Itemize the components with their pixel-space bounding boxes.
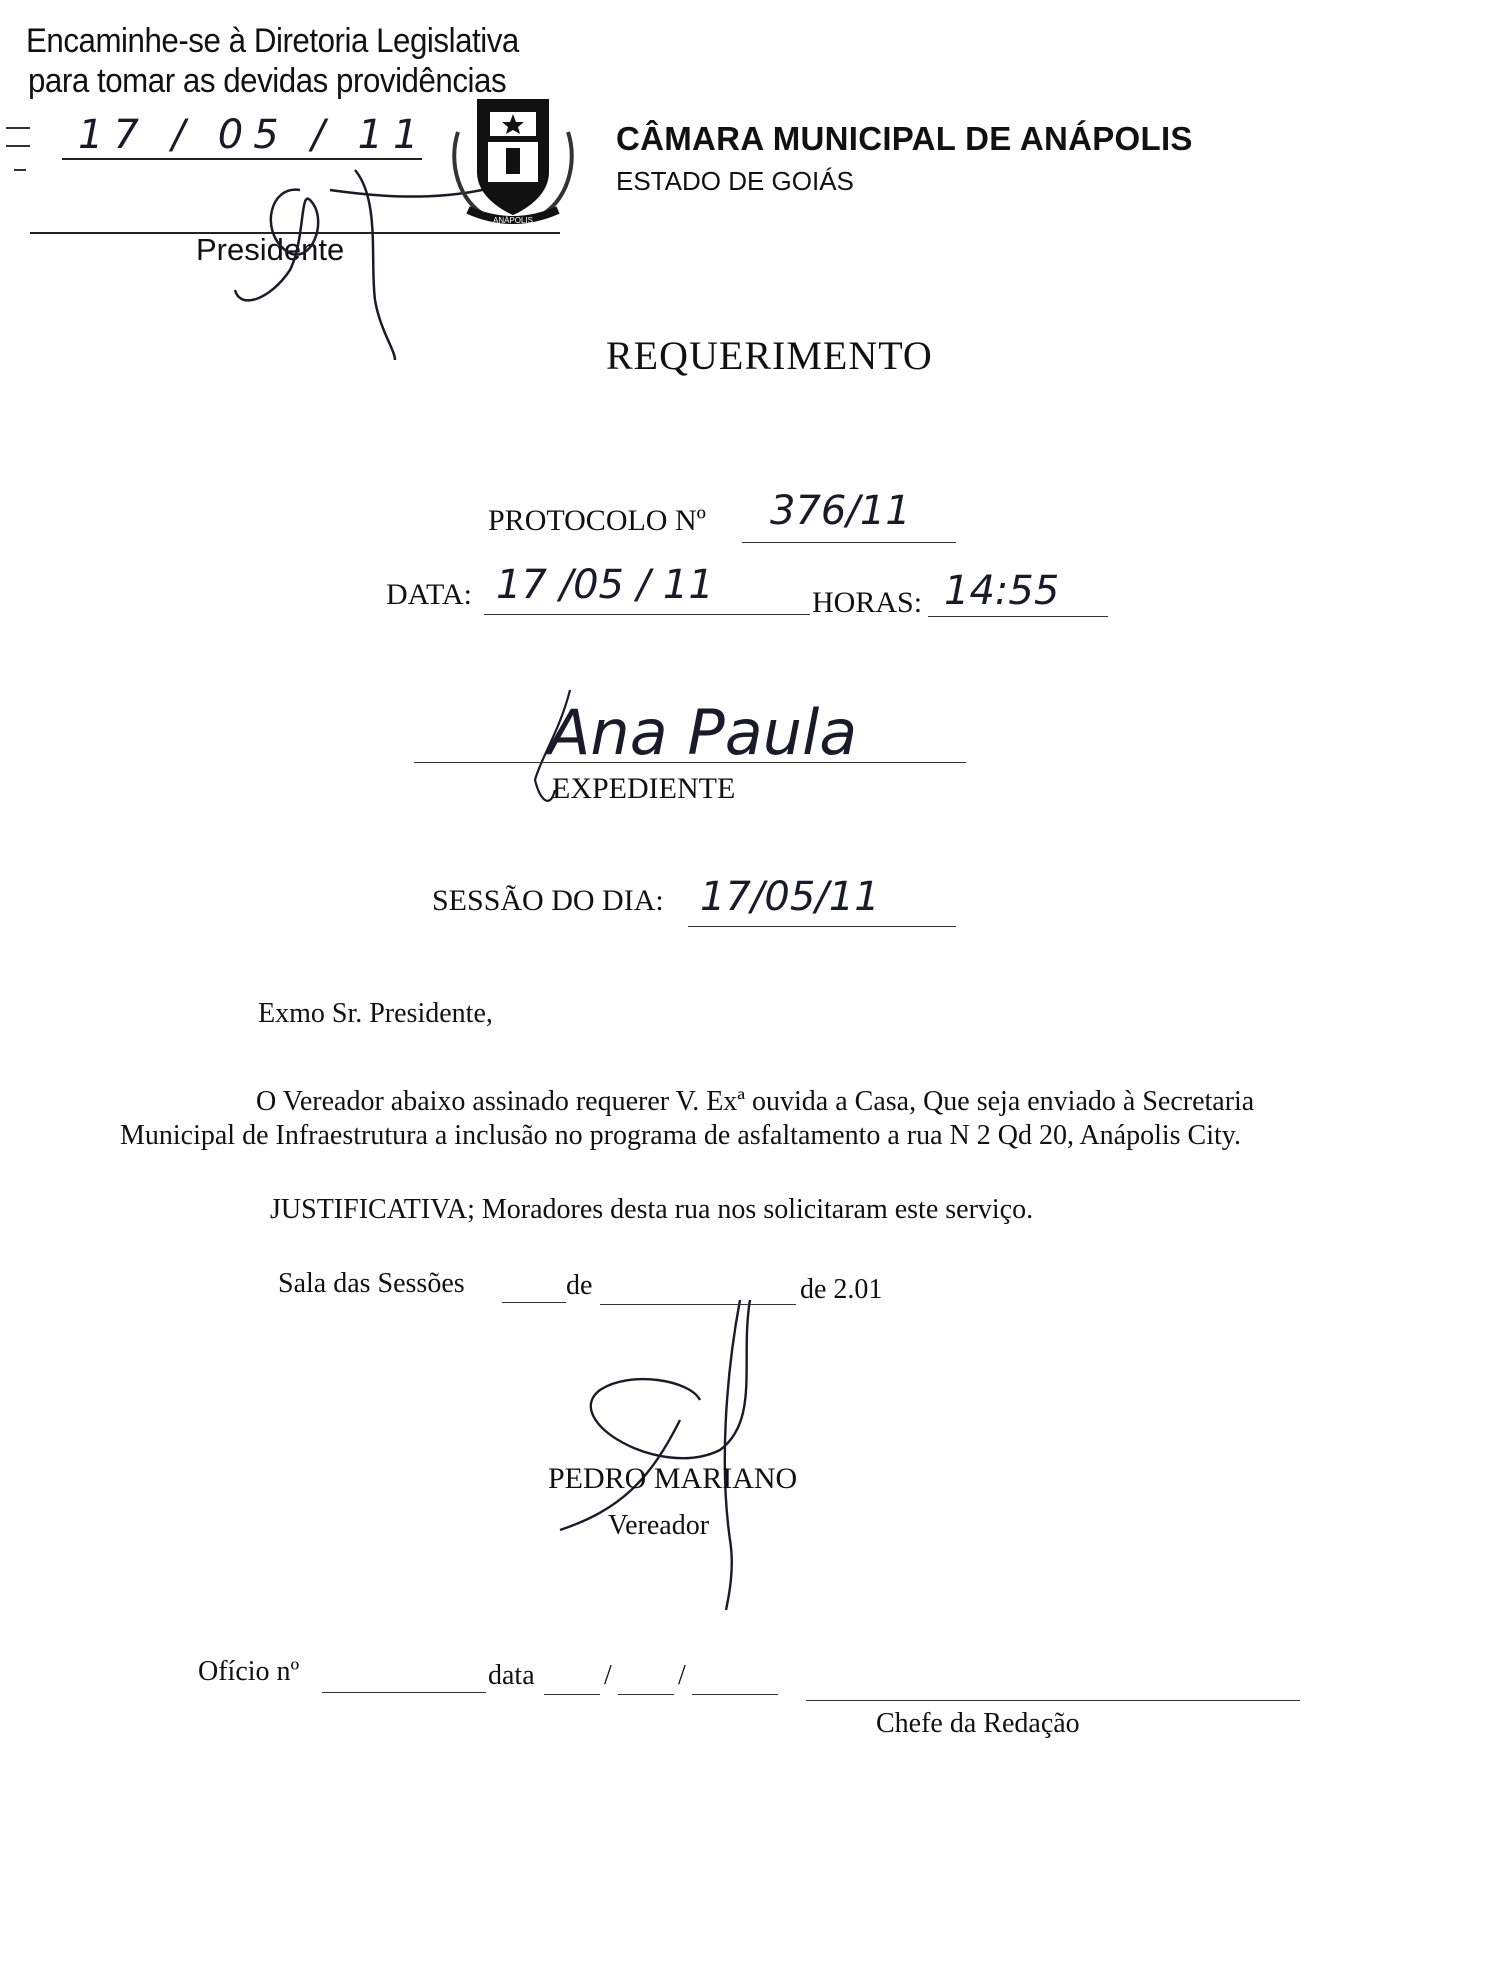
signer-name: PEDRO MARIANO bbox=[548, 1462, 798, 1495]
margin-marks bbox=[6, 128, 30, 170]
sessao-label: SESSÃO DO DIA: bbox=[432, 884, 664, 917]
chefe-signature-line bbox=[806, 1700, 1300, 1701]
data-line bbox=[484, 614, 810, 615]
horas-line bbox=[928, 616, 1108, 617]
svg-text:ANÁPOLIS: ANÁPOLIS bbox=[492, 216, 534, 225]
oficio-month-line bbox=[618, 1694, 674, 1695]
chefe-label: Chefe da Redação bbox=[876, 1708, 1080, 1739]
protocolo-line bbox=[742, 542, 956, 543]
oficio-slash-1: / bbox=[604, 1660, 612, 1691]
oficio-year-line bbox=[692, 1694, 778, 1695]
oficio-slash-2: / bbox=[678, 1660, 686, 1691]
state-name: ESTADO DE GOIÁS bbox=[616, 166, 854, 196]
oficio-data-label: data bbox=[488, 1660, 535, 1691]
horas-label: HORAS: bbox=[812, 586, 923, 619]
oficio-number-line bbox=[322, 1692, 486, 1693]
signer-role: Vereador bbox=[608, 1510, 710, 1541]
oficio-day-line bbox=[544, 1694, 600, 1695]
sala-month-line bbox=[600, 1304, 796, 1305]
protocolo-label: PROTOCOLO Nº bbox=[488, 504, 706, 537]
institution-name: CÂMARA MUNICIPAL DE ANÁPOLIS bbox=[616, 120, 1193, 157]
sala-de-1: de bbox=[566, 1270, 593, 1301]
expediente-signature: Ana Paula bbox=[548, 696, 858, 769]
body-line-2: Municipal de Infraestrutura a inclusão no programa de asfaltamento a rua N 2 Qd 20, Anápolis City. bbox=[120, 1120, 1241, 1151]
document-title: REQUERIMENTO bbox=[606, 333, 933, 378]
data-value: 17 /05 / 11 bbox=[496, 562, 714, 608]
salutation: Exmo Sr. Presidente, bbox=[258, 998, 493, 1029]
sala-label: Sala das Sessões bbox=[278, 1268, 465, 1299]
body-line-1: O Vereador abaixo assinado requerer V. Exª ouvida a Casa, Que seja enviado à Secretaria bbox=[256, 1086, 1255, 1117]
sessao-line bbox=[688, 926, 956, 927]
sala-day-line bbox=[502, 1302, 566, 1303]
despacho-line-2: para tomar as devidas providências bbox=[28, 62, 507, 100]
sessao-value: 17/05/11 bbox=[700, 874, 880, 920]
despacho-date: 17 / 05 / 11 bbox=[78, 112, 429, 158]
sala-de-2: de 2.01 bbox=[800, 1274, 883, 1305]
horas-value: 14:55 bbox=[944, 568, 1060, 614]
vereador-signature bbox=[560, 1300, 750, 1610]
despacho-signer: Presidente bbox=[196, 232, 345, 267]
coat-of-arms-icon bbox=[448, 92, 578, 232]
despacho-line-1: Encaminhe-se à Diretoria Legislativa bbox=[26, 22, 519, 60]
justificativa: JUSTIFICATIVA; Moradores desta rua nos solicitaram este serviço. bbox=[270, 1194, 1034, 1225]
expediente-label: EXPEDIENTE bbox=[552, 772, 736, 805]
data-label: DATA: bbox=[386, 578, 472, 611]
protocolo-value: 376/11 bbox=[770, 488, 911, 534]
oficio-label: Ofício nº bbox=[198, 1656, 300, 1687]
